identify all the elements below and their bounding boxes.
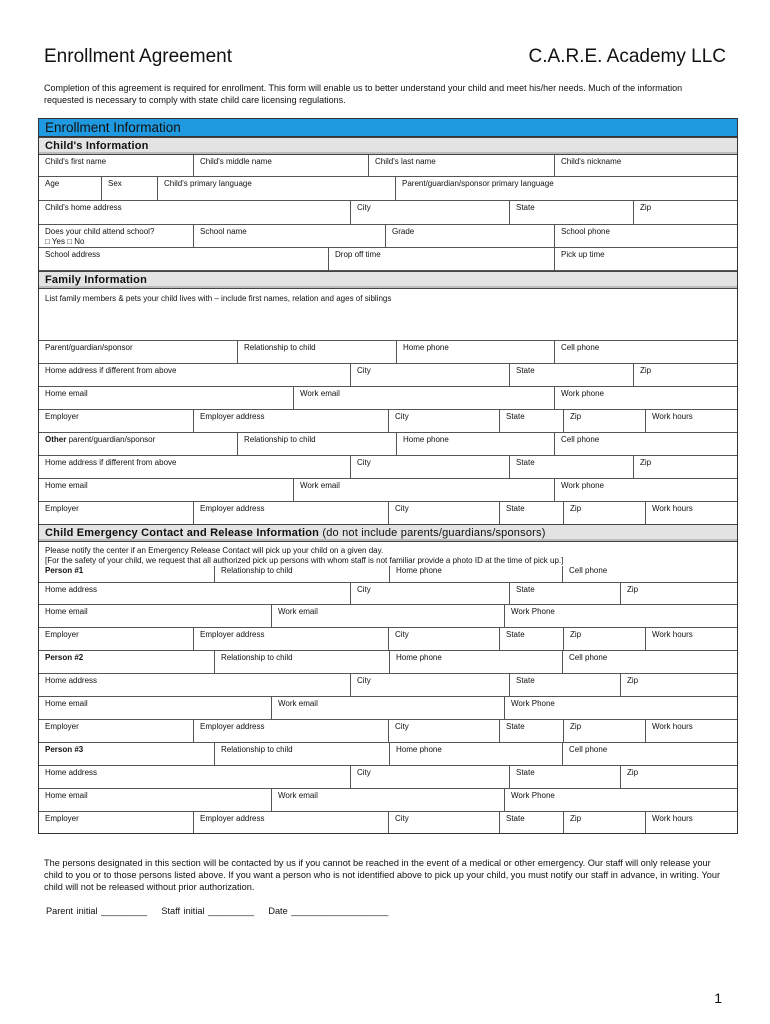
date-field[interactable]: Date ___________________ (268, 906, 389, 916)
home-address-field[interactable]: Home address if different from above (39, 456, 351, 478)
form-row (39, 502, 737, 524)
zip-field[interactable]: Zip (640, 366, 652, 375)
attend-school-field[interactable] (39, 225, 194, 248)
employer-field[interactable]: Employer (39, 812, 194, 833)
enrollment-banner: Enrollment Information (39, 119, 737, 137)
staff-initial-field[interactable]: Staff initial _________ (161, 906, 255, 916)
primary-language-field[interactable]: Child's primary language (158, 177, 396, 200)
sex-field[interactable]: Sex (102, 177, 158, 200)
city-field[interactable]: City (351, 201, 510, 224)
other-parent-label: parent/guardian/sponsor (66, 435, 156, 444)
form-row (39, 155, 737, 177)
first-name-field[interactable]: Child's first name (39, 155, 194, 176)
city-field[interactable]: City (351, 766, 510, 788)
school-phone-field[interactable]: School phone (561, 227, 610, 236)
work-phone-field[interactable]: Work phone (561, 389, 604, 398)
home-email-field[interactable]: Home email (39, 387, 294, 409)
intro-paragraph: Completion of this agreement is required for enrollment. This form will enable us to better understand your child and meet his/her needs. Much of the information requested is necessary to comply with state child care licensing regulations. (44, 83, 683, 105)
zip-field[interactable]: Zip (564, 410, 646, 432)
work-phone-field[interactable]: Work Phone (511, 699, 555, 708)
relationship-field[interactable]: Relationship to child (215, 566, 390, 582)
zip-field[interactable]: Zip (640, 458, 652, 467)
zip-field[interactable]: Zip (564, 720, 646, 742)
section-childs-information: Child's Information (39, 137, 737, 155)
form-row (39, 410, 737, 433)
form-row (39, 697, 737, 720)
state-field[interactable]: State (500, 720, 564, 742)
form-row (39, 566, 737, 583)
employer-address-field[interactable]: Employer address (194, 502, 389, 524)
home-email-field[interactable]: Home email (39, 605, 272, 627)
home-phone-field[interactable]: Home phone (397, 433, 555, 455)
relationship-field[interactable]: Relationship to child (238, 341, 397, 363)
employer-field[interactable]: Employer (39, 502, 194, 524)
home-phone-field[interactable]: Home phone (390, 743, 563, 765)
relationship-field[interactable]: Relationship to child (238, 433, 397, 455)
state-field[interactable]: State (510, 201, 634, 224)
city-field[interactable]: City (351, 674, 510, 696)
family-members-field[interactable]: List family members & pets your child lives with – include first names, relation and ages of siblings (45, 294, 392, 303)
employer-address-field[interactable]: Employer address (194, 628, 389, 650)
home-phone-field[interactable]: Home phone (397, 341, 555, 363)
relationship-field[interactable]: Relationship to child (215, 651, 390, 673)
state-field[interactable]: State (510, 583, 621, 604)
grade-field[interactable]: Grade (386, 225, 555, 248)
form-row (39, 456, 737, 479)
work-hours-field[interactable]: Work hours (652, 814, 693, 823)
relationship-field[interactable]: Relationship to child (215, 743, 390, 765)
nickname-field[interactable]: Child's nickname (561, 157, 622, 166)
state-field[interactable]: State (510, 364, 634, 386)
emergency-heading: Child Emergency Contact and Release Information (45, 527, 320, 539)
home-phone-field[interactable]: Home phone (390, 566, 563, 582)
form-row (39, 479, 737, 502)
work-hours-field[interactable]: Work hours (652, 630, 693, 639)
city-field[interactable]: City (389, 812, 500, 833)
person-2-field[interactable]: Person #2 (39, 651, 215, 673)
work-phone-field[interactable]: Work phone (561, 481, 604, 490)
emergency-heading-note: (do not include parents/guardians/sponsors) (322, 527, 546, 539)
form-row (39, 674, 737, 697)
form-row (39, 605, 737, 628)
form-row (39, 651, 737, 674)
age-field[interactable]: Age (39, 177, 102, 200)
employer-address-field[interactable]: Employer address (194, 720, 389, 742)
city-field[interactable]: City (351, 364, 510, 386)
work-phone-field[interactable]: Work Phone (511, 607, 555, 616)
form-row (39, 720, 737, 743)
emergency-note (39, 542, 737, 566)
home-email-field[interactable]: Home email (39, 789, 272, 811)
state-field[interactable]: State (500, 502, 564, 524)
zip-field[interactable]: Zip (564, 812, 646, 833)
form-row (39, 743, 737, 766)
person-1-field[interactable]: Person #1 (39, 566, 215, 582)
state-field[interactable]: State (510, 766, 621, 788)
cell-phone-field[interactable]: Cell phone (569, 566, 608, 575)
section-family-information: Family Information (39, 271, 737, 289)
parent-field[interactable]: Parent/guardian/sponsor (39, 341, 238, 363)
state-field[interactable]: State (500, 410, 564, 432)
employer-address-field[interactable]: Employer address (194, 812, 389, 833)
initials-line (46, 906, 388, 916)
page-number: 1 (714, 990, 722, 1006)
cell-phone-field[interactable]: Cell phone (561, 435, 600, 444)
school-address-field[interactable]: School address (39, 248, 329, 270)
enrollment-form (38, 118, 738, 834)
other-parent-field[interactable] (39, 433, 238, 455)
work-email-field[interactable]: Work email (272, 697, 505, 719)
form-row (39, 433, 737, 456)
form-row (39, 812, 737, 833)
work-hours-field[interactable]: Work hours (652, 412, 693, 421)
form-row (39, 201, 737, 225)
state-field[interactable]: State (510, 674, 621, 696)
form-row (39, 583, 737, 605)
middle-name-field[interactable]: Child's middle name (194, 155, 369, 176)
yes-no-checkboxes[interactable]: □ Yes □ No (45, 237, 85, 246)
emergency-note-line-2: [For the safety of your child, we request that all authorized pick up persons with whom staff is not familiar provide a photo ID at the time of pick up.] (45, 556, 564, 565)
zip-field[interactable]: Zip (564, 502, 646, 524)
page-title: Enrollment Agreement (44, 46, 232, 67)
person-3-field[interactable]: Person #3 (39, 743, 215, 765)
attend-school-label: Does your child attend school? (45, 227, 155, 236)
city-field[interactable]: City (351, 456, 510, 478)
work-hours-field[interactable]: Work hours (652, 504, 693, 513)
form-row (39, 225, 737, 248)
last-name-field[interactable]: Child's last name (369, 155, 555, 176)
work-email-field[interactable]: Work email (272, 605, 505, 627)
city-field[interactable]: City (389, 502, 500, 524)
drop-off-time-field[interactable]: Drop off time (329, 248, 555, 270)
organization-name: C.A.R.E. Academy LLC (528, 46, 726, 67)
zip-field[interactable]: Zip (627, 585, 639, 594)
home-phone-field[interactable]: Home phone (390, 651, 563, 673)
home-address-field[interactable]: Child's home address (39, 201, 351, 224)
work-email-field[interactable]: Work email (272, 789, 505, 811)
home-address-field[interactable]: Home address if different from above (39, 364, 351, 386)
home-email-field[interactable]: Home email (39, 697, 272, 719)
state-field[interactable]: State (500, 628, 564, 650)
city-field[interactable]: City (351, 583, 510, 604)
form-row (39, 387, 737, 410)
emergency-note-line-1: Please notify the center if an Emergency Release Contact will pick up your child on a given day. (45, 546, 384, 555)
form-row (39, 766, 737, 789)
release-policy-text: The persons designated in this section will be contacted by us if you cannot be reached in the event of a medical or other emergency. Our staff will only release your child to you or to those persons listed above. If you want a person who is not identified above to pick up your child, you must notify our staff in advance, in writing. Your child will not be released without prior authorization. (44, 858, 721, 892)
home-address-field[interactable]: Home address (39, 766, 351, 788)
employer-field[interactable]: Employer (39, 720, 194, 742)
cell-phone-field[interactable]: Cell phone (561, 343, 600, 352)
form-row (39, 177, 737, 201)
zip-field[interactable]: Zip (640, 203, 652, 212)
zip-field[interactable]: Zip (627, 676, 639, 685)
city-field[interactable]: City (389, 410, 500, 432)
home-address-field[interactable]: Home address (39, 583, 351, 604)
cell-phone-field[interactable]: Cell phone (569, 745, 608, 754)
work-phone-field[interactable]: Work Phone (511, 791, 555, 800)
cell-phone-field[interactable]: Cell phone (569, 653, 608, 662)
form-row (39, 789, 737, 812)
employer-field[interactable]: Employer (39, 410, 194, 432)
city-field[interactable]: City (389, 720, 500, 742)
pick-up-time-field[interactable]: Pick up time (561, 250, 605, 259)
parent-initial-field[interactable]: Parent initial _________ (46, 906, 148, 916)
employer-field[interactable]: Employer (39, 628, 194, 650)
city-field[interactable]: City (389, 628, 500, 650)
state-field[interactable]: State (510, 456, 634, 478)
home-email-field[interactable]: Home email (39, 479, 294, 501)
form-row (39, 364, 737, 387)
employer-address-field[interactable]: Employer address (194, 410, 389, 432)
other-label: Other (45, 435, 67, 444)
work-email-field[interactable]: Work email (294, 479, 555, 501)
state-field[interactable]: State (500, 812, 564, 833)
form-row (39, 247, 737, 271)
school-name-field[interactable]: School name (194, 225, 386, 248)
work-hours-field[interactable]: Work hours (652, 722, 693, 731)
zip-field[interactable]: Zip (627, 768, 639, 777)
work-email-field[interactable]: Work email (294, 387, 555, 409)
form-row (39, 628, 737, 651)
zip-field[interactable]: Zip (564, 628, 646, 650)
parent-language-field[interactable]: Parent/guardian/sponsor primary language (402, 179, 554, 188)
form-row (39, 341, 737, 364)
section-emergency-contact (39, 524, 737, 542)
home-address-field[interactable]: Home address (39, 674, 351, 696)
form-row (39, 289, 737, 341)
